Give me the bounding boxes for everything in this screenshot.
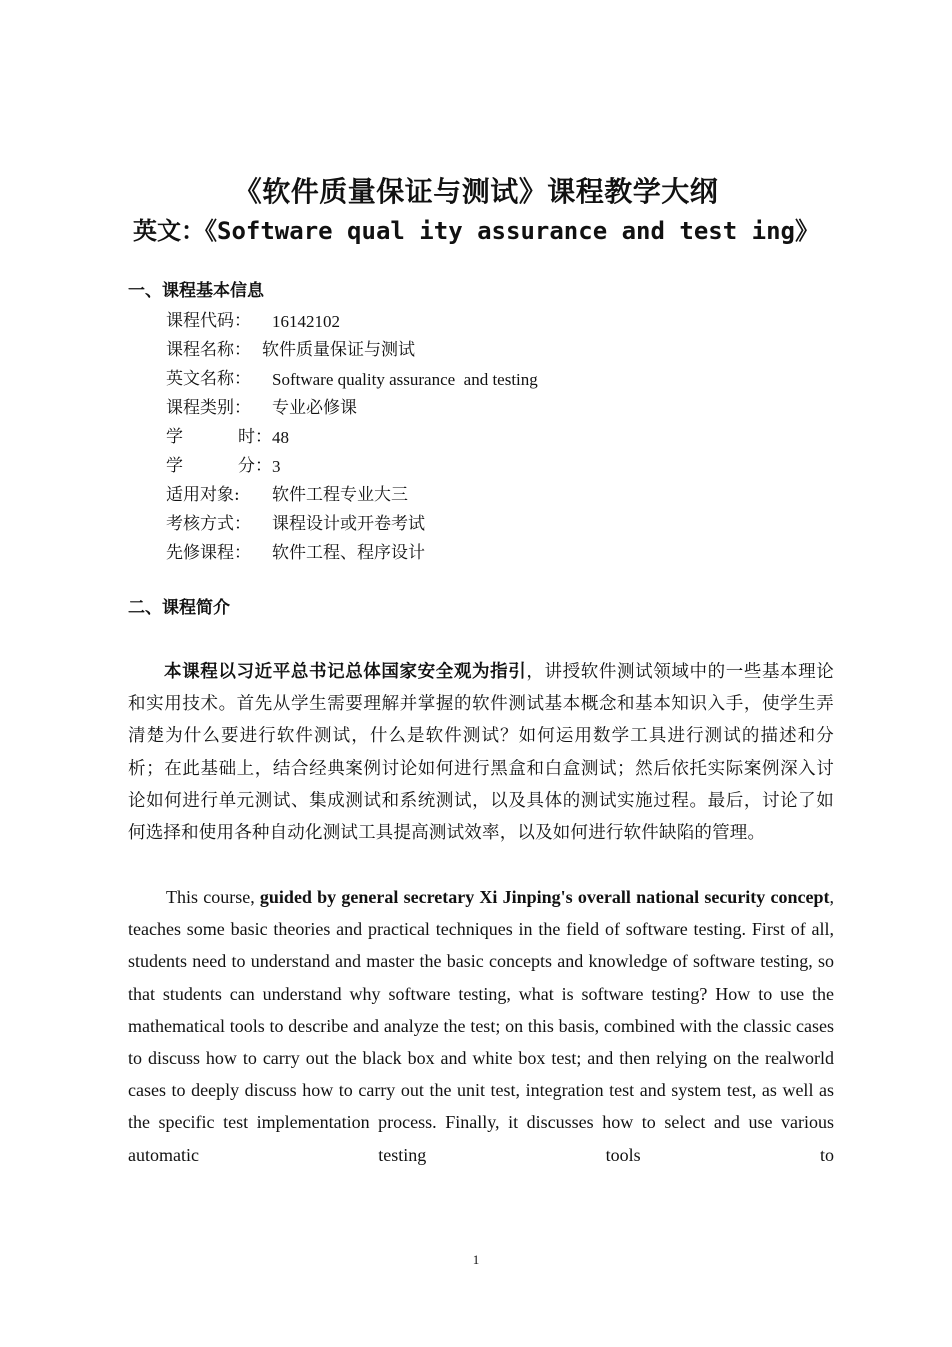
info-label: 先修课程：: [166, 543, 251, 563]
info-row-course-category: [166, 394, 538, 423]
info-row-credits: [166, 452, 538, 481]
introduction-en-start: This course,: [166, 887, 260, 907]
introduction-cn-bold: 本课程以习近平总书记总体国家安全观为指引: [164, 662, 527, 682]
introduction-cn-text: ，讲授软件测试领域中的一些基本理论和实用技术。首先从学生需要理解并掌握的软件测试基本概念和基本知识入手，使学生弄清楚为什么要进行软件测试，什么是软件测试？如何运用数学工具进行测试的描述和分析；在此基础上，结合经典案例讨论如何进行黑盒和白盒测试；然后依托实际案例深入讨论如何进行单元测试、集成测试和系统测试，以及具体的测试实施过程。最后，讨论了如何选择和使用各种自动化测试工具提高测试效率，以及如何进行软件缺陷的管理。: [128, 662, 834, 844]
info-label: 课程代码：: [166, 311, 251, 331]
info-value: 专业必修课: [272, 398, 357, 418]
introduction-en-text: , teaches some basic theories and practical techniques in the field of software testing. First of all, students need to understand and master the basic concepts and knowledge of software testing, so that students can understand why software testing, what is software testing? How to use the mathematical tools to describe and analyze the test; on this basis, combined with the classic cases to discuss how to carry out the black box and white box test; and then relying on the realworld cases to deeply discuss how to carry out the unit test, integration test and system test, as well as the specific test implementation process. Finally, it discusses how to select and use various automatic testing tools to: [128, 887, 834, 1165]
info-value: 软件质量保证与测试: [262, 340, 415, 360]
info-row-hours: [166, 423, 538, 452]
info-value: 软件工程、程序设计: [272, 543, 425, 563]
info-value: 课程设计或开卷考试: [272, 514, 425, 534]
info-label: [166, 423, 272, 452]
info-row-prerequisites: [166, 539, 538, 568]
info-label-part: 时：: [238, 427, 272, 447]
info-label: 英文名称：: [166, 369, 251, 389]
info-row-course-name: [166, 336, 538, 365]
info-row-english-name: [166, 365, 538, 394]
info-label: 课程名称：: [166, 340, 251, 360]
document-title: 《软件质量保证与测试》课程教学大纲: [233, 175, 719, 208]
info-label-part: 分：: [238, 456, 272, 476]
info-label: 适用对象:: [166, 485, 240, 505]
info-value: 16142102: [272, 312, 340, 331]
info-row-target-audience: [166, 481, 538, 510]
introduction-paragraph-en: [128, 881, 834, 1171]
info-label: 课程类别：: [166, 398, 251, 418]
english-title: [0, 212, 952, 250]
introduction-en-bold: guided by general secretary Xi Jinping's overall national security concept: [259, 887, 830, 907]
info-row-assessment: [166, 510, 538, 539]
introduction-paragraph-cn: [128, 656, 834, 849]
english-title-prefix: 英文：: [133, 217, 206, 245]
english-title-text: 《Software qual ity assurance and test ing》: [205, 217, 819, 245]
page-number: 1: [472, 1252, 480, 1267]
info-label: 考核方式：: [166, 514, 251, 534]
section-heading-introduction: 二、课程简介: [128, 598, 230, 618]
info-value: Software quality assurance and testing: [272, 370, 538, 389]
info-value: 3: [272, 457, 281, 476]
info-row-course-code: [166, 307, 538, 336]
info-label-part: 学: [166, 456, 183, 476]
course-info-list: [166, 307, 538, 568]
info-label: [166, 452, 272, 481]
section-heading-basic-info: 一、课程基本信息: [128, 281, 264, 301]
info-value: 48: [272, 428, 289, 447]
info-label-part: 学: [166, 427, 183, 447]
info-value: 软件工程专业大三: [272, 485, 408, 505]
